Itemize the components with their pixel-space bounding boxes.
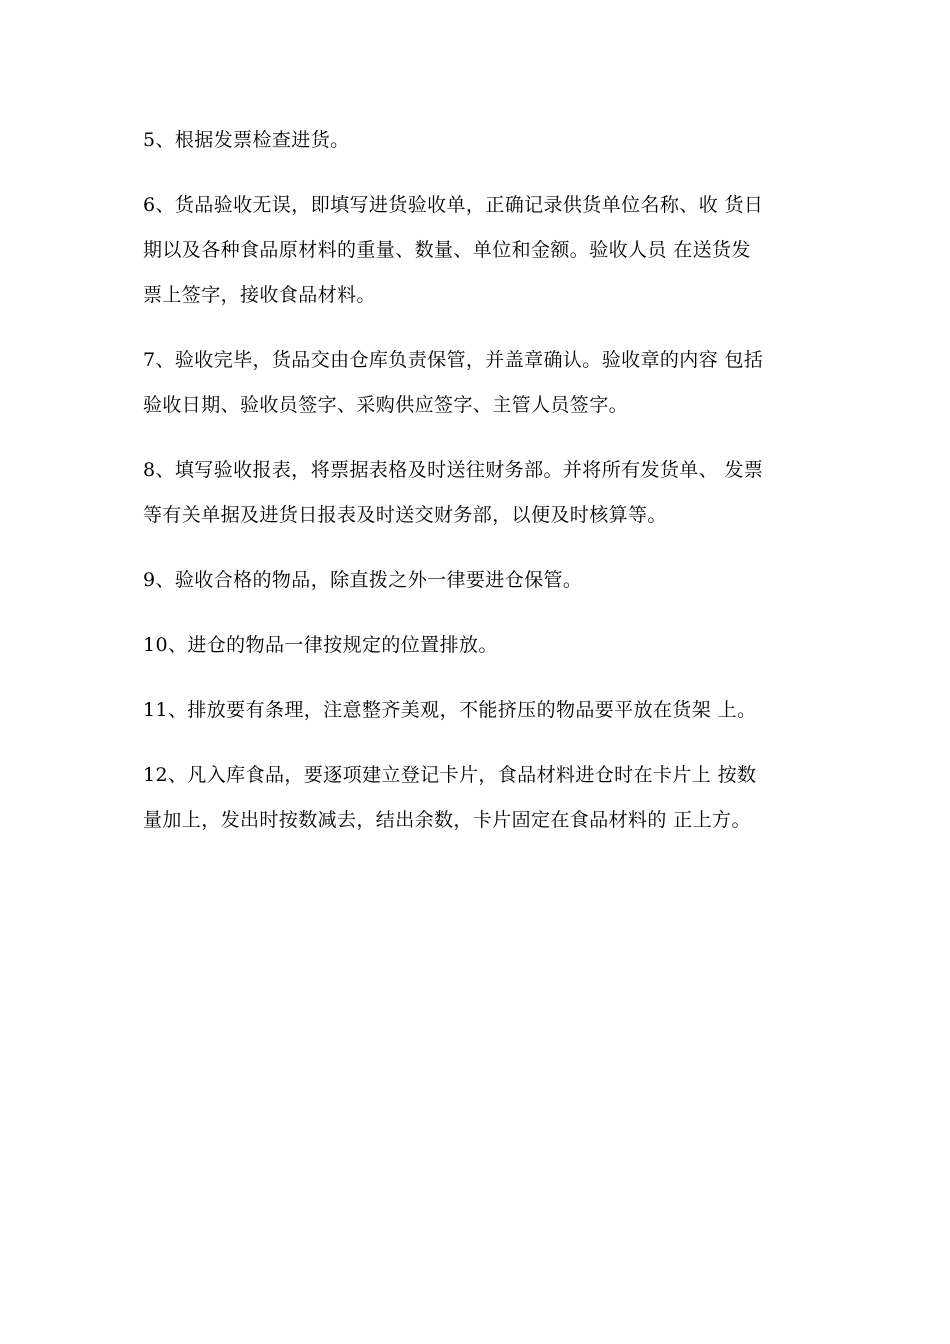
- paragraph-line: 10、进仓的物品一律按规定的位置排放。: [143, 634, 498, 656]
- paragraph-line: 期以及各种食品原材料的重量、数量、单位和金额。验收人员 在送货发: [143, 239, 751, 261]
- paragraph-line: 验收日期、验收员签字、采购供应签字、主管人员签字。: [143, 394, 629, 416]
- paragraph-line: 等有关单据及进货日报表及时送交财务部，以便及时核算等。: [143, 504, 667, 526]
- paragraph-11: [143, 688, 833, 733]
- paragraph-7: [143, 338, 833, 428]
- document-body: [143, 118, 833, 863]
- paragraph-line: 7、验收完毕，货品交由仓库负责保管，并盖章确认。验收章的内容 包括: [143, 349, 764, 371]
- paragraph-line: 6、货品验收无误，即填写进货验收单，正确记录供货单位名称、收 货日: [143, 194, 764, 216]
- paragraph-5: [143, 118, 833, 163]
- paragraph-line: 9、验收合格的物品，除直拨之外一律要进仓保管。: [143, 569, 583, 591]
- paragraph-12: [143, 753, 833, 843]
- paragraph-6: [143, 183, 833, 318]
- paragraph-line: 12、凡入库食品，要逐项建立登记卡片，食品材料进仓时在卡片上 按数: [143, 764, 757, 786]
- paragraph-line: 5、根据发票检查进货。: [143, 129, 350, 151]
- paragraph-line: 8、填写验收报表，将票据表格及时送往财务部。并将所有发货单、 发票: [143, 459, 764, 481]
- paragraph-line: 11、排放要有条理，注意整齐美观，不能挤压的物品要平放在货架 上。: [143, 699, 757, 721]
- paragraph-line: 票上签字，接收食品材料。: [143, 284, 376, 306]
- paragraph-line: 量加上，发出时按数减去，结出余数，卡片固定在食品材料的 正上方。: [143, 809, 751, 831]
- paragraph-9: [143, 558, 833, 603]
- paragraph-8: [143, 448, 833, 538]
- paragraph-10: [143, 623, 833, 668]
